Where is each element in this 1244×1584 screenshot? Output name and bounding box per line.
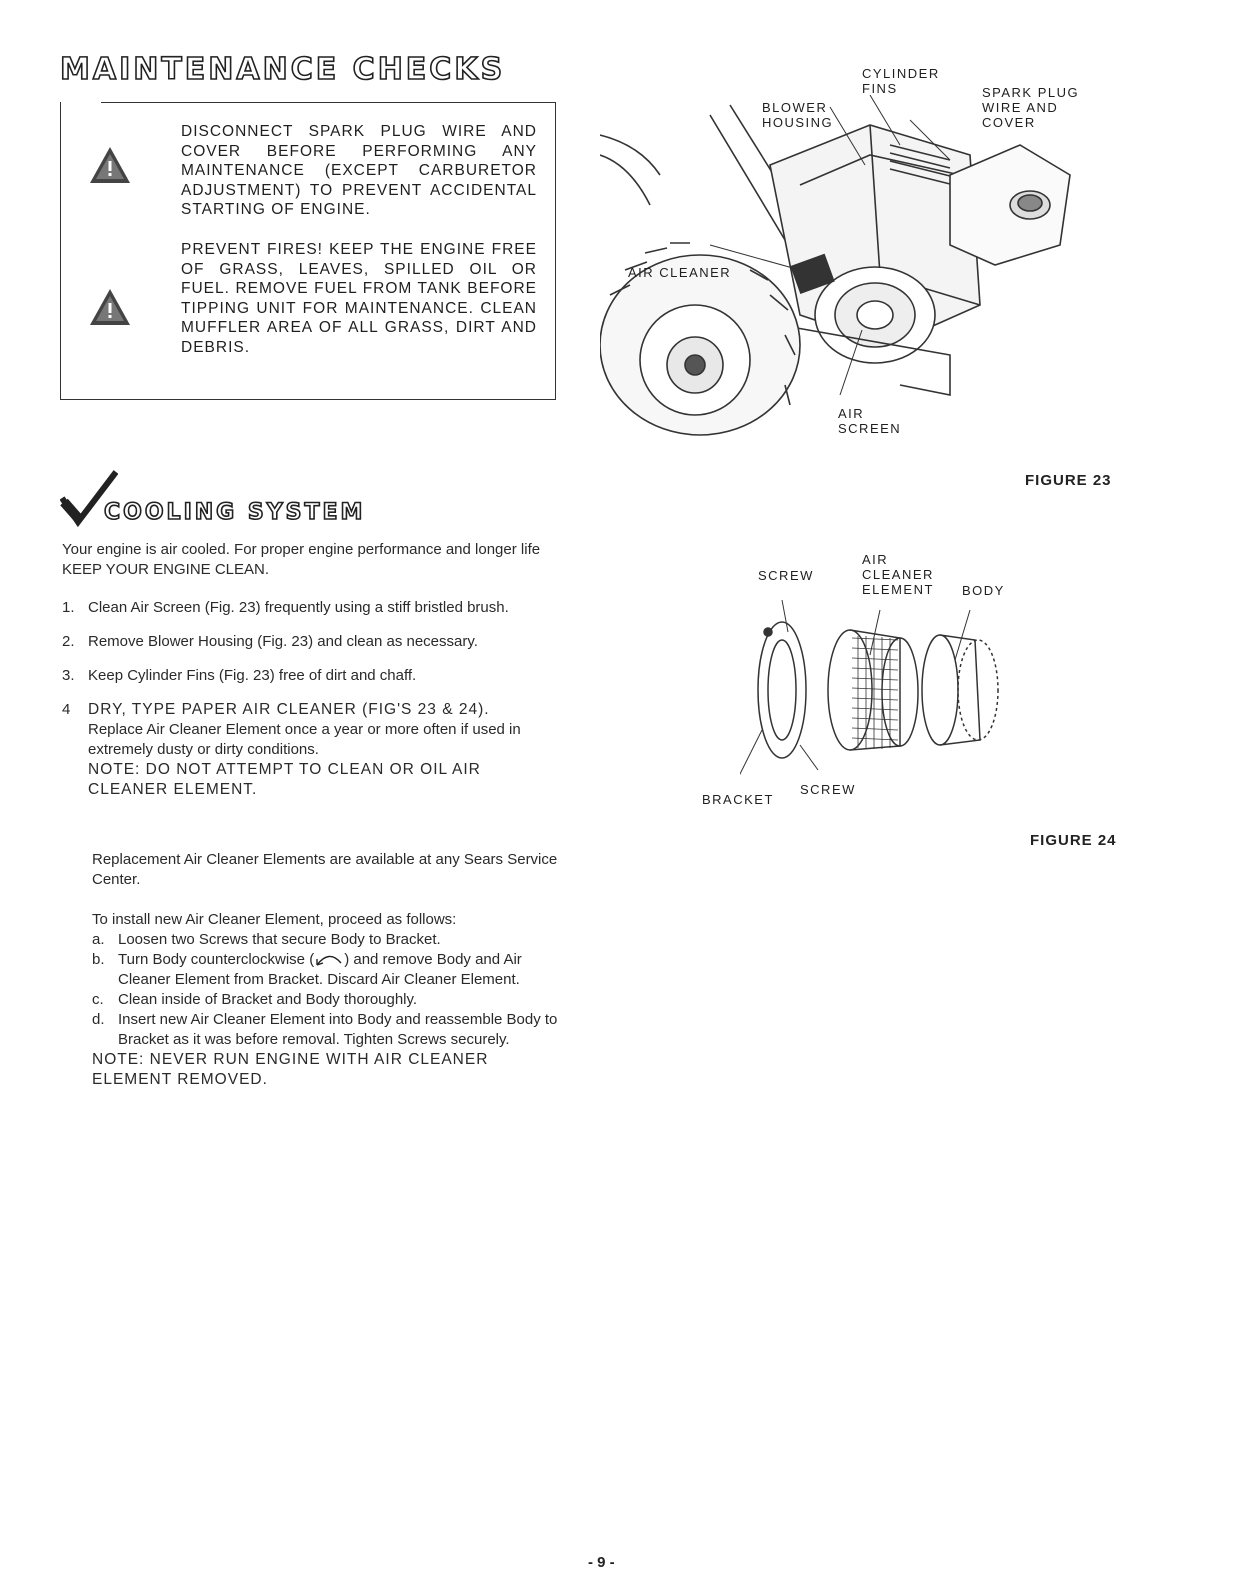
cooling-heading: COOLING SYSTEM (104, 500, 366, 525)
install-intro: To install new Air Cleaner Element, proceed as follows: (92, 911, 457, 928)
warning-triangle-icon (89, 146, 131, 184)
warning-box (60, 102, 556, 400)
callout-screw-bottom: SCREW (800, 782, 856, 797)
list-item: c. Clean inside of Bracket and Body thoroughly. (92, 991, 418, 1008)
callout-air-cleaner-element: AIR CLEANER ELEMENT (862, 552, 934, 597)
figure-23-label: FIGURE 23 (1025, 472, 1112, 489)
list-item: 2. Remove Blower Housing (Fig. 23) and clean as necessary. (62, 633, 478, 650)
cooling-steps (62, 598, 562, 814)
warning-triangle-icon (89, 288, 131, 326)
list-item: 1. Clean Air Screen (Fig. 23) frequently using a stiff bristled brush. (62, 599, 509, 616)
counterclockwise-arrow-icon (314, 953, 344, 967)
list-item: a. Loosen two Screws that secure Body to Bracket. (92, 931, 441, 948)
warning-text-2: PREVENT FIRES! KEEP THE ENGINE FREE OF GRASS, LEAVES, SPILLED OIL OR FUEL. REMOVE FUEL FROM TANK BEFORE TIPPING UNIT FOR MAINTENANCE. CLEAN MUFFLER AREA OF ALL GRASS, DIRT AND DEBRIS. (181, 241, 537, 356)
cooling-intro: Your engine is air cooled. For proper engine performance and longer life KEEP YOUR ENGINE CLEAN. (62, 541, 541, 578)
warning-text-1: DISCONNECT SPARK PLUG WIRE AND COVER BEFORE PERFORMING ANY MAINTENANCE (EXCEPT CARBURETOR ADJUSTMENT) TO PREVENT ACCIDENTAL STARTING OF ENGINE. (181, 123, 537, 218)
install-instructions (92, 910, 568, 1090)
callout-bracket: BRACKET (702, 792, 774, 807)
figure-24-label: FIGURE 24 (1030, 832, 1117, 849)
callout-air-cleaner: AIR CLEANER (628, 265, 732, 280)
list-item: b. Turn Body counterclockwise ( ) and remove Body and Air Cleaner Element from Bracket. Discard Air Cleaner Element. (92, 951, 522, 988)
callout-body: BODY (962, 583, 1005, 598)
figure-24-air-cleaner-illustration (740, 600, 1020, 790)
final-note: NOTE: NEVER RUN ENGINE WITH AIR CLEANER ELEMENT REMOVED. (92, 1051, 489, 1088)
replacement-note: Replacement Air Cleaner Elements are available at any Sears Service Center. (92, 851, 558, 888)
maintenance-heading: MAINTENANCE CHECKS (60, 52, 506, 87)
page-number: - 9 - (588, 1554, 615, 1571)
list-item: 3. Keep Cylinder Fins (Fig. 23) free of dirt and chaff. (62, 667, 417, 684)
callout-air-screen: AIR SCREEN (838, 406, 902, 436)
list-item: d. Insert new Air Cleaner Element into Body and reassemble Body to Bracket as it was before removal. Tighten Screws securely. (92, 1011, 558, 1048)
callout-screw-top: SCREW (758, 568, 814, 583)
callout-cylinder-fins: CYLINDER FINS (862, 66, 940, 96)
list-item: 4 DRY, TYPE PAPER AIR CLEANER (FIG'S 23 & 24). Replace Air Cleaner Element once a year or more often if used in extremely dusty or dirty conditions. NOTE: DO NOT ATTEMPT TO CLEAN OR OIL AIR CLEANER ELEMENT. (62, 701, 521, 798)
callout-spark-plug: SPARK PLUG WIRE AND COVER (982, 85, 1080, 130)
callout-blower-housing: BLOWER HOUSING (762, 100, 834, 130)
